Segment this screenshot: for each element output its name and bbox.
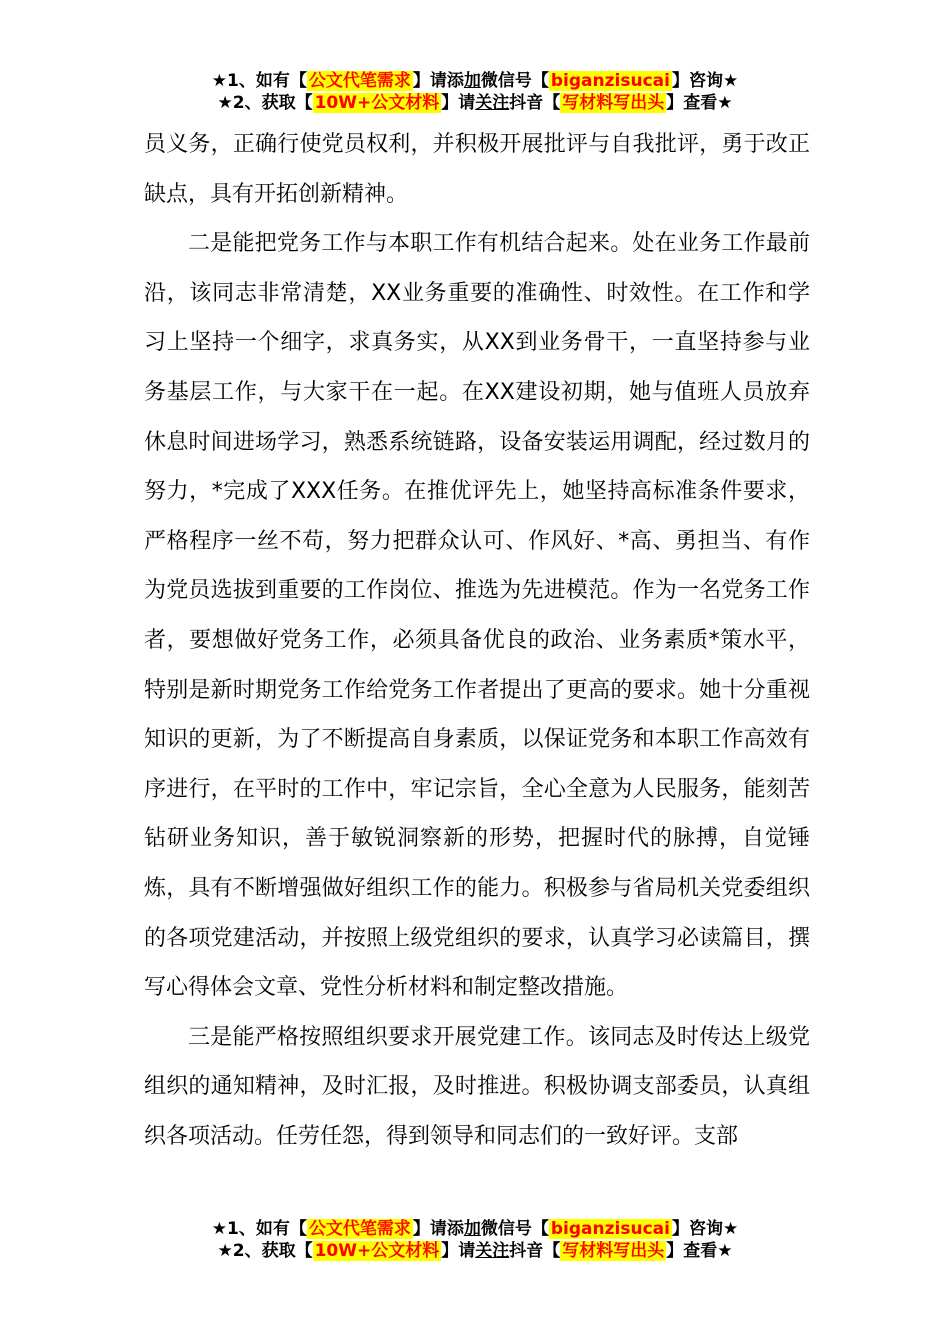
star-icon: ★ xyxy=(211,1219,228,1239)
paragraph-point-two: 二是能把党务工作与本职工作有机结合起来。处在业务工作最前沿，该同志非常清楚，XX业务重要的准确性、时效性。在工作和学习上坚持一个细字，求真务实，从XX到业务骨干，一直坚持参与业务基层工作，与大家干在一起。在XX建设初期，她与值班人员放弃休息时间进场学习，熟悉系统链路，设备安装运用调配，经过数月的努力，*完成了XXX任务。在推优评先上，她坚持高标准条件要求，严格程序一丝不苟，努力把群众认可、作风好、*高、勇担当、有作为党员选拔到重要的工作岗位、推选为先进模范。作为一名党务工作者，要想做好党务工作，必须具备优良的政治、业务素质*策水平，特别是新时期党务工作给党务工作者提出了更高的要求。她十分重视知识的更新，为了不断提高自身素质，以保证党务和本职工作高效有序进行，在平时的工作中，牢记宗旨，全心全意为人民服务，能刻苦钻研业务知识，善于敏锐洞察新的形势，把握时代的脉搏，自觉锤炼，具有不断增强做好组织工作的能力。积极参与省局机关党委组织的各项党建活动，并按照上级党组织的要求，认真学习必读篇目，撰写心得体会文章、党性分析材料和制定整改措施。 xyxy=(144,231,810,1001)
document-body xyxy=(144,120,810,1161)
star-icon: ★ xyxy=(211,71,228,91)
star-icon: ★ xyxy=(217,1241,233,1261)
highlight-materials: 10W+公文材料 xyxy=(314,1241,440,1261)
banner-text: 微信号【 xyxy=(480,1219,549,1239)
paragraph-continued: 员义务，正确行使党员权利，并积极开展批评与自我批评，勇于改正缺点，具有开拓创新精神。 xyxy=(144,132,810,207)
banner-underlined-text: 加 xyxy=(463,1219,481,1239)
banner-text: 1、如有【 xyxy=(227,1219,307,1239)
banner-text: 】请添 xyxy=(412,1219,464,1239)
banner-text: 微信号【 xyxy=(480,71,549,91)
highlight-douyin-account: 写材料写出头 xyxy=(562,1241,665,1261)
footer-banner xyxy=(0,1218,950,1262)
banner-text: 2、获取【 xyxy=(232,93,313,113)
star-icon: ★ xyxy=(217,93,233,113)
star-icon: ★ xyxy=(717,93,733,113)
banner-text: 】咨询 xyxy=(671,1219,723,1239)
banner-text: 】咨询 xyxy=(671,71,723,91)
banner-line-1 xyxy=(0,1218,950,1240)
banner-text: 】请添 xyxy=(412,71,464,91)
banner-underlined-text: 关注 xyxy=(475,1241,510,1261)
highlight-wechat-id: biganzisucai xyxy=(550,1219,670,1239)
banner-underlined-text: 加 xyxy=(463,71,481,91)
banner-line-2 xyxy=(0,92,950,114)
star-icon: ★ xyxy=(717,1241,733,1261)
banner-text: 抖音【 xyxy=(509,1241,561,1261)
paragraph-point-three: 三是能严格按照组织要求开展党建工作。该同志及时传达上级党组织的通知精神，及时汇报，及时推进。积极协调支部委员，认真组织各项活动。任劳任怨，得到领导和同志们的一致好评。支部 xyxy=(144,1024,810,1149)
star-icon: ★ xyxy=(722,71,739,91)
header-banner xyxy=(0,70,950,114)
highlight-wechat-id: biganzisucai xyxy=(550,71,670,91)
banner-line-2 xyxy=(0,1240,950,1262)
banner-text: 】查看 xyxy=(666,1241,718,1261)
highlight-service: 公文代笔需求 xyxy=(308,71,411,91)
banner-text: 抖音【 xyxy=(509,93,561,113)
banner-text: 】请 xyxy=(441,1241,476,1261)
highlight-service: 公文代笔需求 xyxy=(308,1219,411,1239)
banner-line-1 xyxy=(0,70,950,92)
banner-text: 】查看 xyxy=(666,93,718,113)
star-icon: ★ xyxy=(722,1219,739,1239)
banner-text: 】请 xyxy=(441,93,476,113)
highlight-douyin-account: 写材料写出头 xyxy=(562,93,665,113)
banner-text: 1、如有【 xyxy=(227,71,307,91)
banner-underlined-text: 关注 xyxy=(475,93,510,113)
banner-text: 2、获取【 xyxy=(232,1241,313,1261)
highlight-materials: 10W+公文材料 xyxy=(314,93,440,113)
